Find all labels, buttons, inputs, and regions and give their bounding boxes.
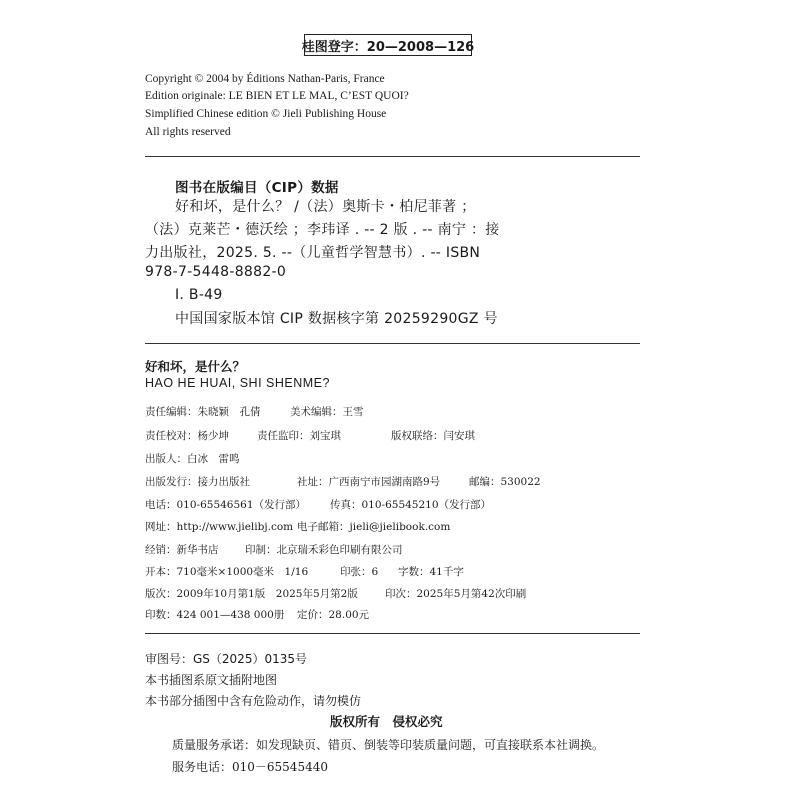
cip-isbn: 978-7-5448-8882-0 <box>145 264 287 280</box>
credits-row <box>145 519 450 534</box>
cip-classification: Ⅰ. B-49 <box>175 287 223 303</box>
credit-print-run: 印数：424 001—438 000册 <box>145 609 285 621</box>
service-phone: 服务电话：010－65545440 <box>172 760 328 774</box>
cip-title: 图书在版编目（CIP）数据 <box>175 180 339 196</box>
credit-postcode: 邮编：530022 <box>469 476 541 488</box>
credits-row <box>145 474 541 489</box>
credit-impression: 印次：2025年5月第42次印刷 <box>385 588 527 600</box>
cip-line: （法）克莱芒・德沃绘 ；李玮译 . -- 2 版 . -- 南宁 ：接 <box>145 222 500 238</box>
credit-website: 网址：http://www.jielibj.com <box>145 521 294 533</box>
registration-box <box>301 34 475 56</box>
credit-word-count: 字数：41千字 <box>398 566 464 578</box>
divider-top <box>145 156 640 157</box>
book-title-chinese: 好和坏，是什么？ <box>145 359 246 374</box>
credits-row <box>145 542 403 557</box>
book-title-pinyin: HAO HE HUAI, SHI SHENME? <box>145 376 330 390</box>
credit-price: 定价：28.00元 <box>297 609 370 621</box>
credit-format: 开本：710毫米×1000毫米 1/16 <box>145 566 309 578</box>
cip-line: 好和坏，是什么？ /（法）奥斯卡・柏尼菲著 ； <box>175 199 476 215</box>
simplified-chinese-line: Simplified Chinese edition © Jieli Publishing House <box>145 108 387 120</box>
divider-middle <box>145 343 640 344</box>
credits-row <box>145 404 364 419</box>
credit-proofreader: 责任校对：杨少坤 <box>145 430 229 442</box>
credit-phone: 电话：010-65546561（发行部） <box>145 499 307 511</box>
quality-service-promise: 质量服务承诺：如发现缺页、错页、倒装等印装质量问题，可直接联系本社调换。 <box>172 738 605 752</box>
map-approval-number: 审图号：GS（2025）0135号 <box>145 652 307 666</box>
edition-originale-line: Edition originale: LE BIEN ET LE MAL, C’EST QUOI? <box>145 90 409 102</box>
registration-number: 桂图登字：20—2008—126 <box>301 39 475 55</box>
credit-printer: 印制：北京瑞禾彩色印刷有限公司 <box>245 544 403 556</box>
credit-edition: 版次：2009年10月第1版 2025年5月第2版 <box>145 588 358 600</box>
credit-fax: 传真：010-65545210（发行部） <box>330 499 492 511</box>
credit-seller: 经销：新华书店 <box>145 544 219 556</box>
cip-verification: 中国国家版本馆 CIP 数据核字第 20259290GZ 号 <box>175 311 498 327</box>
cip-line: 力出版社，2025. 5. --（儿童哲学智慧书）. -- ISBN <box>145 245 481 261</box>
credit-rights-contact: 版权联络：闫安琪 <box>391 430 475 442</box>
map-note: 本书插图系原文插附地图 <box>145 673 278 687</box>
credit-print-supervisor: 责任监印：刘宝琪 <box>257 430 341 442</box>
credit-publisher: 出版人：白冰 雷鸣 <box>145 453 240 465</box>
credit-editor: 责任编辑：朱晓颖 孔倩 <box>145 406 261 418</box>
credits-row <box>145 428 475 443</box>
credit-sheets: 印张：6 <box>340 566 379 578</box>
credit-address: 社址：广西南宁市园湖南路9号 <box>297 476 441 488</box>
rights-reserved: 版权所有 侵权必究 <box>330 714 443 729</box>
credit-art-editor: 美术编辑：王雪 <box>290 406 364 418</box>
credit-distributor: 出版发行：接力出版社 <box>145 476 250 488</box>
credit-email: 电子邮箱：jieli@jielibook.com <box>297 521 451 533</box>
copyright-line: Copyright © 2004 by Éditions Nathan-Paris, France <box>145 73 385 85</box>
credits-row <box>145 586 526 601</box>
credits-row <box>145 564 464 579</box>
divider-bottom <box>145 633 640 634</box>
all-rights-line: All rights reserved <box>145 126 231 138</box>
credits-row <box>145 607 369 622</box>
safety-note: 本书部分插图中含有危险动作，请勿模仿 <box>145 694 362 708</box>
credits-row <box>145 451 240 466</box>
credits-row <box>145 497 491 512</box>
